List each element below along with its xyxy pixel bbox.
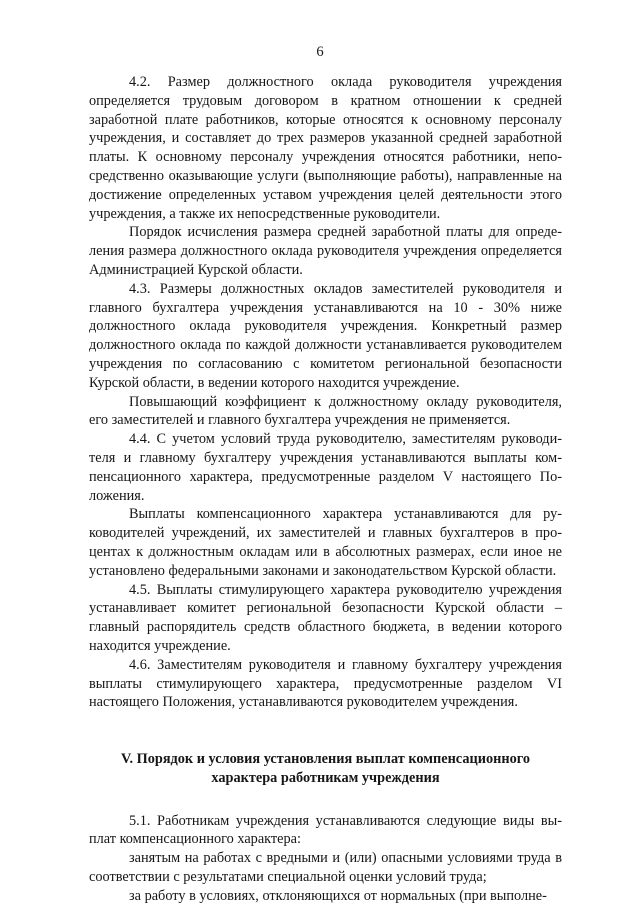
- paragraph-4-6: 4.6. Заместителям руководителя и главному бухгалтеру учреждения выплаты стимулирующего характера, предусмотренные разделом VI настоящего Положения, устанавливаются руководителем учреждения.: [89, 656, 562, 711]
- paragraph-average-salary-order: Порядок исчисления размера средней заработной платы для определения размера должностного оклада руководителя учреждения определяется Администрацией Курской области.: [89, 224, 562, 278]
- section-heading: [89, 750, 562, 788]
- paragraph-4-2: 4.2. Размер должностного оклада руководителя учреждения определяется трудовым договором в кратном отношении к средней заработной плате работников, которые относятся к основному персоналу учреждения, и составляет до трех размеров указанной средней заработной платы. К основному персоналу учреждения относятся работники, непосредственно оказывающие услуги (выполняющие работы), направленные на достижение определенных уставом учреждения целей деятельности этого учреждения, а также их непосредственные руководители.: [89, 74, 562, 222]
- paragraph-5-1: 5.1. Работникам учреждения устанавливаются следующие виды выплат компенсационного характера:: [89, 812, 562, 848]
- section-heading-line-2: характера работникам учреждения: [211, 769, 440, 786]
- paragraph-compensation-payments: Выплаты компенсационного характера устанавливаются для руководителей учреждений, их заместителей и главных бухгалтеров в процентах к должностным окладам или в абсолютных размерах, если иное не установлено федеральными законами и законодательством Курской области.: [89, 506, 562, 579]
- document-body: [89, 73, 562, 906]
- paragraph-4-5: 4.5. Выплаты стимулирующего характера руководителю учреждения устанавливает комитет региональной безопасности Курской области – главный распорядитель средств областного бюджета, в ведении которого находится учреждение.: [89, 581, 562, 654]
- paragraph-abnormal-conditions: за работу в условиях, отклоняющихся от нормальных (при выполне-: [129, 887, 547, 904]
- paragraph-coefficient: Повышающий коэффициент к должностному окладу руководителя, его заместителей и главного бухгалтера учреждения не применяется.: [89, 393, 562, 429]
- paragraph-4-3: 4.3. Размеры должностных окладов заместителей руководителя и главного бухгалтера учреждения устанавливаются на 10 - 30% ниже должностного оклада руководителя учреждения. Конкретный размер должностного оклада по каждой должности устанавливается руководителем учреждения по согласованию с комитетом региональной безопасности Курской области, в ведении которого находится учреждение.: [89, 280, 562, 391]
- section-heading-line-1: V. Порядок и условия установления выплат компенсационного: [120, 751, 531, 768]
- paragraph-4-4: 4.4. С учетом условий труда руководителю, заместителям руководителя и главному бухгалтеру учреждения устанавливаются выплаты компенсационного характера, предусмотренные разделом V настоящего Положения.: [89, 431, 562, 504]
- page-number: 6: [316, 44, 324, 60]
- paragraph-harmful-conditions: занятым на работах с вредными и (или) опасными условиями труда в соответствии с результатами специальной оценки условий труда;: [89, 850, 562, 886]
